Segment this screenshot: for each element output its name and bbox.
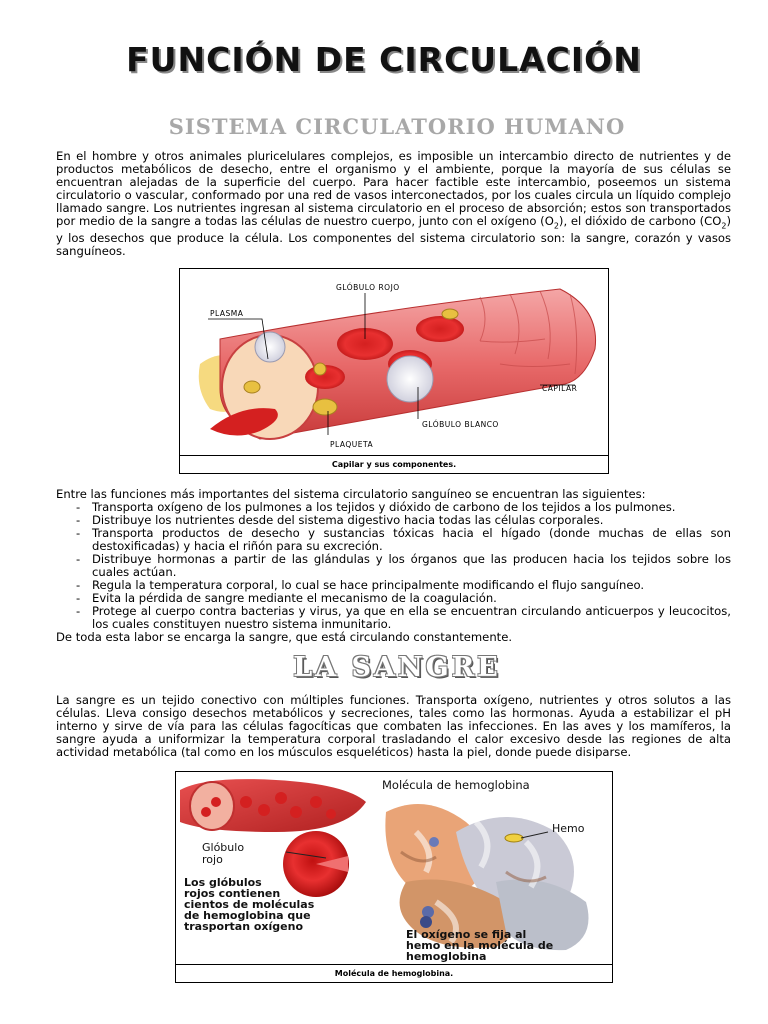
label-platelet: PLAQUETA [330, 440, 374, 449]
oxygen-molecule [429, 837, 439, 847]
oxygen-molecule [420, 916, 432, 928]
heme-group [505, 834, 523, 842]
text-left-line: de hemoglobina que [184, 909, 311, 922]
text-left-line: Los glóbulos [184, 876, 262, 889]
paragraph-text: ), el dióxido de carbono (CO [558, 214, 722, 228]
label-globulo-line1: Glóbulo [202, 841, 245, 854]
list-item: - Transporta productos de desecho y sustancias tóxicas hacia el hígado (donde muchas de ellas son destoxificadas) y hacia el riñón para su excreción. [56, 527, 731, 553]
list-item: - Distribuye hormonas a partir de las glándulas y los órganos que las producen hacia los tejidos sobre los cuales actúan. [56, 553, 731, 579]
text-right-line: hemoglobina [406, 950, 487, 963]
label-plasma: PLASMA [210, 309, 244, 318]
paragraph-text: En el hombre y otros animales pluricelulares complejos, es imposible un intercambio directo de nutrientes y de productos metabólicos de desecho, entre el organismo y el ambiente, porque la mayoría de sus células se encuentran alejadas de la superficie del cuerpo. Para hacer factible este intercambio, poseemos un sistema circulatorio o vascular, conformado por una red de vasos interconectados, por los cuales circula un líquido complejo llamado sangre. Los nutrientes ingresan al sistema circulatorio en el proceso de absorción; estos son transportados por medio de la sangre a todas las células de nuestro cuerpo, junto con el oxígeno (O [56, 149, 731, 228]
blood-paragraph: La sangre es un tejido conectivo con múltiples funciones. Transporta oxígeno, nutrientes y otros solutos a las células. Lleva consigo desechos metabólicos y secreciones, tales como las hormonas. Ayuda a estabilizar el pH interno y sirve de vía para las células fagocíticas que combaten las infecciones. En las aves y los mamíferos, la sangre ayuda a uniformizar la temperatura corporal trasladando el calor excesivo desde las regiones de alta actividad metabólica (tal como en los músculos esqueléticos) hasta la piel, donde puede disiparse. [56, 693, 731, 759]
caption-divider [180, 455, 608, 456]
functions-list [56, 501, 731, 631]
hemoglobin-figure [175, 771, 613, 983]
hemoglobin-title: Molécula de hemoglobina [382, 778, 530, 792]
list-item: - Regula la temperatura corporal, lo cual se hace principalmente modificando el flujo sanguíneo. [56, 579, 731, 592]
label-red-cell: GLÓBULO ROJO [336, 283, 400, 292]
vessel-opening [190, 782, 234, 830]
intro-paragraph [56, 150, 731, 258]
oxygen-molecule [422, 906, 434, 918]
capillary-figure [179, 268, 609, 474]
functions-intro: Entre las funciones más importantes del sistema circulatorio sanguíneo se encuentran las siguientes: [56, 487, 646, 501]
caption-divider [176, 964, 612, 965]
label-globulo-line2: rojo [202, 853, 223, 866]
functions-outro: De toda esta labor se encarga la sangre, que está circulando constantemente. [56, 630, 513, 644]
platelet [442, 309, 458, 319]
paragraph-text: ) y los desechos que produce la célula. Los componentes del sistema circulatorio son: la sangre, corazón y vasos sanguíneos. [56, 214, 732, 259]
white-blood-cell [255, 332, 285, 362]
subscript: 2 [553, 221, 559, 231]
label-white-cell: GLÓBULO BLANCO [422, 420, 499, 429]
text-left-line: cientos de moléculas [184, 898, 315, 911]
label-hemo: Hemo [552, 822, 585, 835]
figure-caption: Molécula de hemoglobina. [334, 969, 454, 978]
text-right-line: hemo en la molécula de [406, 939, 554, 952]
subscript: 2 [721, 221, 727, 231]
red-blood-cell [416, 316, 464, 342]
functions-section [56, 488, 731, 644]
figure-caption: Capilar y sus componentes. [331, 460, 457, 469]
text-left-line: trasportan oxígeno [184, 920, 303, 933]
text-right-line: El oxígeno se fija al [406, 928, 527, 941]
list-item: - Protege al cuerpo contra bacterias y virus, ya que en ella se encuentran circulando anticuerpos y leucocitos, los cuales constituyen nuestro sistema inmunitario. [56, 605, 731, 631]
list-item: - Transporta oxígeno de los pulmones a los tejidos y dióxido de carbono de los tejidos a los pulmones. [56, 501, 731, 514]
platelet [244, 381, 260, 393]
platelet [313, 399, 337, 415]
hemoglobin-illustration [176, 772, 612, 964]
list-item: - Distribuye los nutrientes desde del sistema digestivo hacia todas las células corporales. [56, 514, 731, 527]
section-title-circulatory-system: SISTEMA CIRCULATORIO HUMANO [168, 114, 626, 139]
label-capillary: CAPILAR [542, 384, 578, 393]
capillary-illustration [180, 269, 608, 455]
white-blood-cell [387, 356, 433, 402]
section-title-blood: LA SANGRE [293, 652, 501, 683]
platelet [314, 363, 326, 375]
page-title: FUNCIÓN DE CIRCULACIÓN [126, 40, 642, 79]
text-left-line: rojos contienen [184, 887, 281, 900]
list-item: - Evita la pérdida de sangre mediante el mecanismo de la coagulación. [56, 592, 731, 605]
